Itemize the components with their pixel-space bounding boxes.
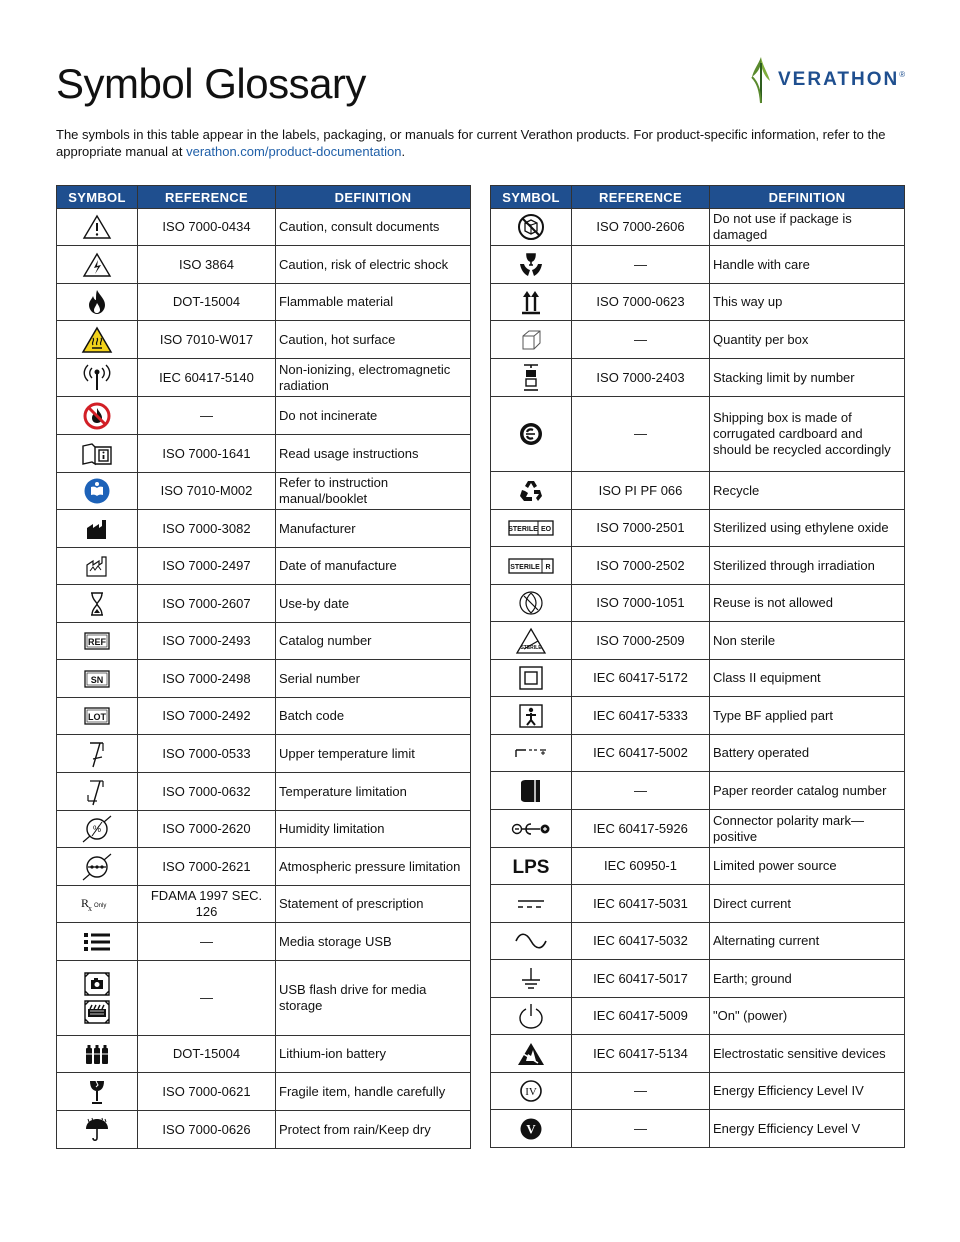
lps-icon — [491, 848, 572, 885]
leaf-logo-icon — [748, 55, 774, 105]
definition-cell: Do not use if package is damaged — [710, 209, 905, 246]
table-row — [491, 1110, 905, 1148]
table-row — [491, 697, 905, 735]
reference-cell: ISO 3864 — [138, 246, 276, 284]
table-row — [57, 923, 471, 961]
sn-box-icon — [57, 660, 138, 698]
definition-cell: Caution, risk of electric shock — [276, 246, 471, 284]
reference-cell: — — [572, 321, 710, 359]
read-instructions-icon — [57, 435, 138, 473]
definition-cell: Read usage instructions — [276, 435, 471, 473]
table-row — [57, 961, 471, 1036]
reference-cell: ISO 7000-3082 — [138, 510, 276, 548]
table-header-row — [491, 186, 905, 209]
quantity-box-icon — [491, 321, 572, 359]
table-row — [491, 510, 905, 547]
reference-cell: DOT-15004 — [138, 1036, 276, 1073]
intro-end: . — [401, 144, 406, 159]
reference-cell: IEC 60417-5009 — [572, 998, 710, 1035]
humidity-icon — [57, 811, 138, 848]
svg-text:IV: IV — [525, 1086, 537, 1098]
definition-cell: Electrostatic sensitive devices — [710, 1035, 905, 1073]
definition-cell: Energy Efficiency Level V — [710, 1110, 905, 1148]
table-row — [57, 548, 471, 585]
direct-current-icon — [491, 885, 572, 923]
definition-cell: Shipping box is made of corrugated cardboard and should be recycled accordingly — [710, 397, 905, 472]
definition-cell: Flammable material — [276, 284, 471, 321]
svg-text:STERILE: STERILE — [520, 644, 542, 651]
reference-cell: IEC 60417-5172 — [572, 660, 710, 697]
reference-cell: — — [572, 1110, 710, 1148]
definition-cell: Type BF applied part — [710, 697, 905, 735]
definition-cell: Date of manufacture — [276, 548, 471, 585]
intro-paragraph — [56, 126, 906, 160]
definition-cell: Alternating current — [710, 923, 905, 960]
svg-text:REF: REF — [88, 637, 106, 647]
svg-text:%: % — [92, 824, 102, 834]
electric-shock-icon — [57, 246, 138, 284]
reference-cell: — — [572, 1073, 710, 1110]
no-reuse-icon — [491, 585, 572, 622]
reference-cell: ISO 7000-1641 — [138, 435, 276, 473]
reference-cell: ISO 7000-2498 — [138, 660, 276, 698]
svg-text:STERILE: STERILE — [508, 526, 538, 533]
table-row — [491, 848, 905, 885]
table-row — [491, 472, 905, 510]
fragile-icon — [57, 1073, 138, 1111]
reference-cell: IEC 60417-5134 — [572, 1035, 710, 1073]
upper-temp-icon — [57, 735, 138, 773]
header-symbol: SYMBOL — [57, 186, 138, 209]
date-of-manufacture-icon — [57, 548, 138, 585]
symbol-table-right — [490, 185, 905, 1148]
type-bf-icon — [491, 697, 572, 735]
table-row — [57, 735, 471, 773]
table-row — [57, 1111, 471, 1149]
header-reference: REFERENCE — [138, 186, 276, 209]
intro-text: The symbols in this table appear in the labels, packaging, or manuals for current Verathon products. For product-specific information, refer to the appropriate manual at — [56, 127, 886, 159]
reference-cell: — — [572, 772, 710, 810]
definition-cell: Stacking limit by number — [710, 359, 905, 397]
table-row — [491, 547, 905, 585]
definition-cell: Manufacturer — [276, 510, 471, 548]
temp-limit-icon — [57, 773, 138, 811]
reference-cell: IEC 60950-1 — [572, 848, 710, 885]
definition-cell: Paper reorder catalog number — [710, 772, 905, 810]
reference-cell: FDAMA 1997 SEC. 126 — [138, 886, 276, 923]
corrugated-recycle-icon — [491, 397, 572, 472]
reference-cell: IEC 60417-5017 — [572, 960, 710, 998]
table-header-row — [57, 186, 471, 209]
table-row — [57, 811, 471, 848]
umbrella-icon — [57, 1111, 138, 1149]
definition-cell: Non-ionizing, electromagnetic radiation — [276, 359, 471, 397]
definition-cell: Lithium-ion battery — [276, 1036, 471, 1073]
table-row — [491, 923, 905, 960]
definition-cell: Caution, hot surface — [276, 321, 471, 359]
paper-roll-icon — [491, 772, 572, 810]
table-row — [57, 246, 471, 284]
reference-cell: ISO 7000-0621 — [138, 1073, 276, 1111]
damaged-package-icon — [491, 209, 572, 246]
reference-cell: ISO 7000-2620 — [138, 811, 276, 848]
table-row — [491, 772, 905, 810]
reference-cell: ISO 7000-0626 — [138, 1111, 276, 1149]
definition-cell: Quantity per box — [710, 321, 905, 359]
svg-text:V: V — [526, 1121, 536, 1136]
table-row — [491, 209, 905, 246]
reference-cell: ISO 7000-1051 — [572, 585, 710, 622]
definition-cell: This way up — [710, 284, 905, 321]
reference-cell: ISO 7000-2403 — [572, 359, 710, 397]
svg-text:R: R — [81, 896, 90, 910]
reference-cell: IEC 60417-5031 — [572, 885, 710, 923]
alternating-current-icon — [491, 923, 572, 960]
power-icon — [491, 998, 572, 1035]
reference-cell: — — [138, 397, 276, 435]
header-definition: DEFINITION — [710, 186, 905, 209]
reference-cell: ISO 7000-2492 — [138, 698, 276, 735]
table-row — [57, 773, 471, 811]
battery-operated-icon — [491, 735, 572, 772]
definition-cell: Sterilized using ethylene oxide — [710, 510, 905, 547]
definition-cell: Catalog number — [276, 623, 471, 660]
definition-cell: Limited power source — [710, 848, 905, 885]
table-row — [57, 397, 471, 435]
reference-cell: ISO 7000-0632 — [138, 773, 276, 811]
table-row — [57, 1073, 471, 1111]
table-row — [491, 622, 905, 660]
definition-cell: Fragile item, handle carefully — [276, 1073, 471, 1111]
table-row — [491, 359, 905, 397]
definition-cell: Do not incinerate — [276, 397, 471, 435]
definition-cell: Earth; ground — [710, 960, 905, 998]
definition-cell: Upper temperature limit — [276, 735, 471, 773]
recycle-icon — [491, 472, 572, 510]
flame-icon — [57, 284, 138, 321]
reference-cell: ISO 7000-2606 — [572, 209, 710, 246]
table-row — [57, 209, 471, 246]
table-row — [491, 960, 905, 998]
reference-cell: IEC 60417-5002 — [572, 735, 710, 772]
symbol-table-left — [56, 185, 471, 1149]
caution-triangle-icon — [57, 209, 138, 246]
manual-booklet-icon — [57, 473, 138, 510]
table-row — [57, 510, 471, 548]
definition-cell: Batch code — [276, 698, 471, 735]
svg-text:LPS: LPS — [512, 857, 550, 878]
table-row — [491, 246, 905, 284]
efficiency-iv-icon — [491, 1073, 572, 1110]
table-row — [57, 585, 471, 623]
rx-only-icon — [57, 886, 138, 923]
definition-cell: Connector polarity mark—positive — [710, 810, 905, 848]
table-row — [57, 660, 471, 698]
reference-cell: IEC 60417-5140 — [138, 359, 276, 397]
reference-cell: IEC 60417-5926 — [572, 810, 710, 848]
table-row — [491, 885, 905, 923]
reference-cell: ISO 7010-W017 — [138, 321, 276, 359]
table-row — [491, 1073, 905, 1110]
verathon-logo — [748, 54, 908, 106]
svg-text:EO: EO — [540, 526, 552, 533]
definition-cell: Atmospheric pressure limitation — [276, 848, 471, 886]
esd-icon — [491, 1035, 572, 1073]
sterile-eo-icon — [491, 510, 572, 547]
non-sterile-icon — [491, 622, 572, 660]
definition-cell: Caution, consult documents — [276, 209, 471, 246]
table-row — [491, 998, 905, 1035]
table-row — [57, 698, 471, 735]
reference-cell: ISO 7000-2607 — [138, 585, 276, 623]
svg-text:x: x — [88, 904, 92, 913]
definition-cell: Handle with care — [710, 246, 905, 284]
definition-cell: Use-by date — [276, 585, 471, 623]
definition-cell: Statement of prescription — [276, 886, 471, 923]
sterile-r-icon — [491, 547, 572, 585]
table-row — [491, 585, 905, 622]
reference-cell: ISO 7000-0434 — [138, 209, 276, 246]
hot-surface-icon — [57, 321, 138, 359]
svg-text:Only: Only — [94, 903, 107, 909]
table-row — [491, 397, 905, 472]
reference-cell: ISO PI PF 066 — [572, 472, 710, 510]
definition-cell: Serial number — [276, 660, 471, 698]
header-reference: REFERENCE — [572, 186, 710, 209]
usb-media-icon — [57, 961, 138, 1036]
reference-cell: ISO 7000-2509 — [572, 622, 710, 660]
efficiency-v-icon — [491, 1110, 572, 1148]
svg-text:LOT: LOT — [88, 712, 106, 722]
definition-cell: Humidity limitation — [276, 811, 471, 848]
definition-cell: Non sterile — [710, 622, 905, 660]
no-incinerate-icon — [57, 397, 138, 435]
definition-cell: Reuse is not allowed — [710, 585, 905, 622]
this-way-up-icon — [491, 284, 572, 321]
radiation-icon — [57, 359, 138, 397]
reference-cell: ISO 7000-2502 — [572, 547, 710, 585]
table-row — [57, 435, 471, 473]
documentation-link[interactable]: verathon.com/product-documentation — [186, 144, 402, 159]
reference-cell: — — [138, 923, 276, 961]
pressure-icon — [57, 848, 138, 886]
table-row — [491, 660, 905, 697]
class-ii-icon — [491, 660, 572, 697]
table-row — [57, 284, 471, 321]
reference-cell: ISO 7000-0533 — [138, 735, 276, 773]
reference-cell: — — [572, 397, 710, 472]
page-title: Symbol Glossary — [56, 60, 366, 107]
table-row — [57, 623, 471, 660]
table-row — [491, 810, 905, 848]
reference-cell: ISO 7000-2501 — [572, 510, 710, 547]
reference-cell: ISO 7000-0623 — [572, 284, 710, 321]
definition-cell: USB flash drive for media storage — [276, 961, 471, 1036]
definition-cell: Battery operated — [710, 735, 905, 772]
logo-text: VERATHON — [778, 69, 900, 90]
table-row — [491, 1035, 905, 1073]
definition-cell: Refer to instruction manual/booklet — [276, 473, 471, 510]
lot-box-icon — [57, 698, 138, 735]
battery-pack-icon — [57, 1036, 138, 1073]
reference-cell: ISO 7010-M002 — [138, 473, 276, 510]
table-row — [57, 886, 471, 923]
handle-care-icon — [491, 246, 572, 284]
header-symbol: SYMBOL — [491, 186, 572, 209]
table-row — [57, 321, 471, 359]
manufacturer-icon — [57, 510, 138, 548]
hourglass-icon — [57, 585, 138, 623]
ground-icon — [491, 960, 572, 998]
reference-cell: ISO 7000-2493 — [138, 623, 276, 660]
stacking-limit-icon — [491, 359, 572, 397]
reference-cell: IEC 60417-5333 — [572, 697, 710, 735]
logo-trademark: ® — [899, 70, 906, 79]
svg-text:STERILE: STERILE — [510, 563, 540, 571]
table-row — [491, 735, 905, 772]
table-row — [491, 321, 905, 359]
definition-cell: Media storage USB — [276, 923, 471, 961]
reference-cell: ISO 7000-2497 — [138, 548, 276, 585]
definition-cell: Recycle — [710, 472, 905, 510]
table-row — [57, 1036, 471, 1073]
reference-cell: — — [138, 961, 276, 1036]
table-row — [57, 848, 471, 886]
polarity-icon — [491, 810, 572, 848]
table-row — [491, 284, 905, 321]
definition-cell: Direct current — [710, 885, 905, 923]
definition-cell: "On" (power) — [710, 998, 905, 1035]
reference-cell: IEC 60417-5032 — [572, 923, 710, 960]
list-icon — [57, 923, 138, 961]
definition-cell: Temperature limitation — [276, 773, 471, 811]
table-row — [57, 473, 471, 510]
ref-box-icon — [57, 623, 138, 660]
table-row — [57, 359, 471, 397]
header-definition: DEFINITION — [276, 186, 471, 209]
definition-cell: Sterilized through irradiation — [710, 547, 905, 585]
definition-cell: Class II equipment — [710, 660, 905, 697]
svg-text:SN: SN — [90, 674, 104, 685]
reference-cell: ISO 7000-2621 — [138, 848, 276, 886]
reference-cell: — — [572, 246, 710, 284]
reference-cell: DOT-15004 — [138, 284, 276, 321]
definition-cell: Energy Efficiency Level IV — [710, 1073, 905, 1110]
svg-text:R: R — [545, 563, 551, 571]
definition-cell: Protect from rain/Keep dry — [276, 1111, 471, 1149]
